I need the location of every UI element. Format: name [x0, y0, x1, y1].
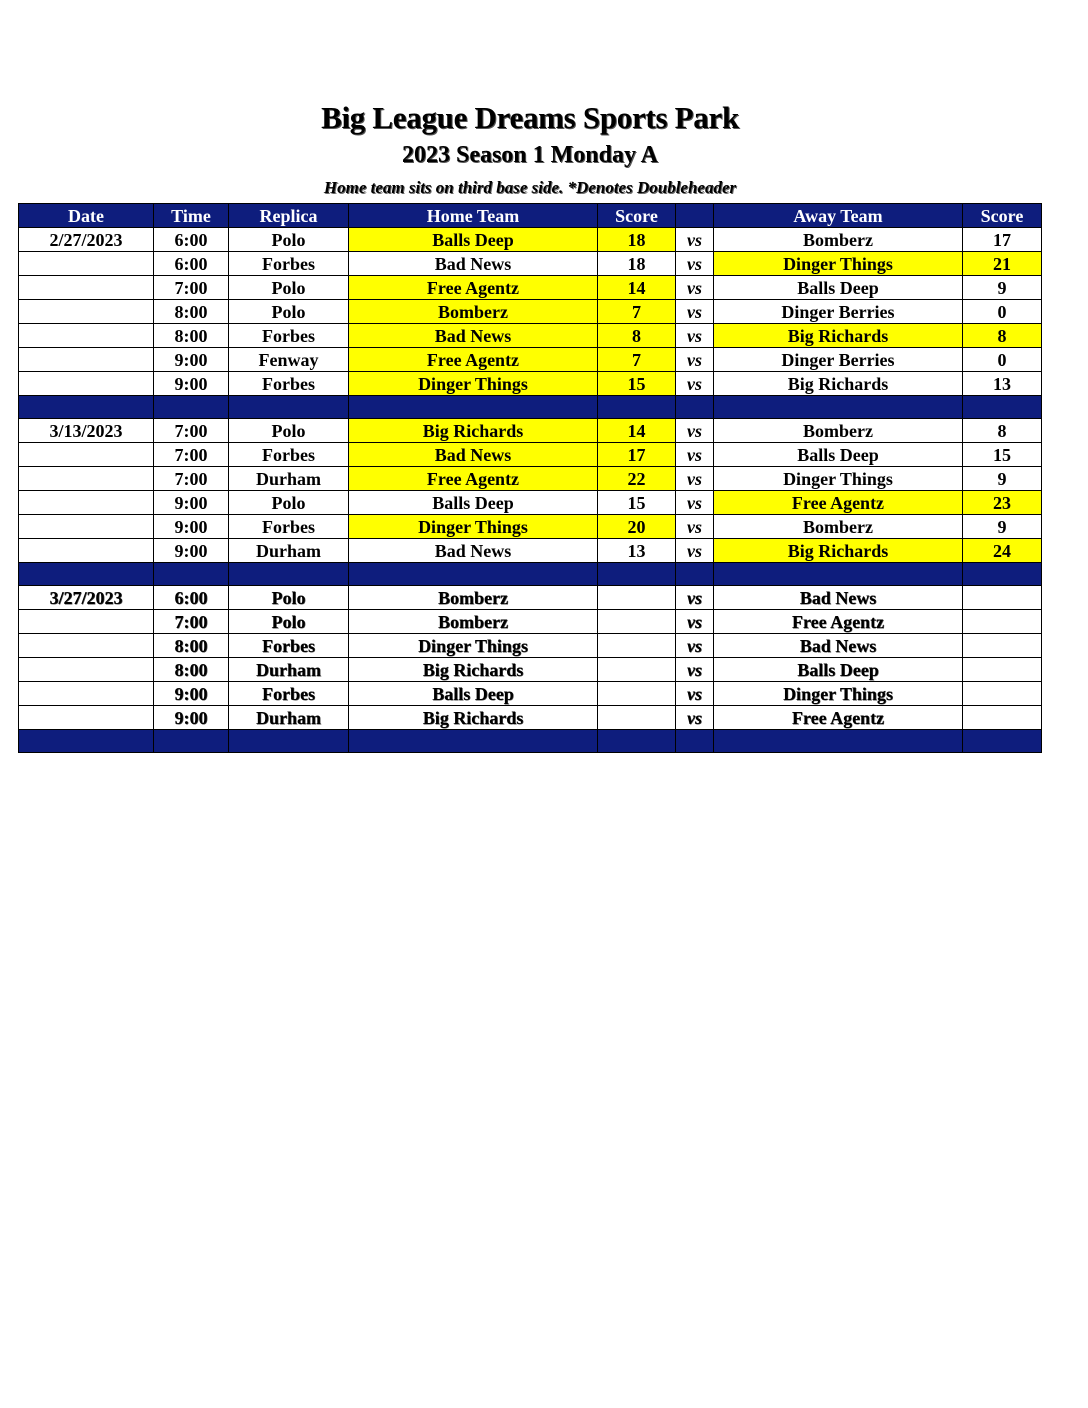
vs-cell: vs [676, 682, 714, 706]
home-score-cell: 15 [598, 372, 676, 396]
vs-cell: vs [676, 372, 714, 396]
column-header-vs [676, 204, 714, 228]
home-score-cell [598, 682, 676, 706]
replica-cell: Fenway [229, 348, 349, 372]
vs-cell: vs [676, 300, 714, 324]
separator-cell [598, 396, 676, 419]
home-team-cell: Balls Deep [349, 682, 598, 706]
separator-cell [349, 730, 598, 753]
table-row [19, 539, 1042, 563]
home-team-cell: Bad News [349, 539, 598, 563]
away-team-cell: Dinger Berries [714, 300, 963, 324]
replica-cell: Polo [229, 491, 349, 515]
time-cell: 9:00 [154, 348, 229, 372]
time-cell: 7:00 [154, 443, 229, 467]
home-team-cell: Big Richards [349, 706, 598, 730]
replica-cell: Polo [229, 586, 349, 610]
away-team-cell: Bomberz [714, 228, 963, 252]
away-score-cell: 9 [963, 515, 1042, 539]
date-cell [19, 539, 154, 563]
away-team-cell: Dinger Things [714, 252, 963, 276]
home-team-cell: Bomberz [349, 610, 598, 634]
vs-cell: vs [676, 443, 714, 467]
home-score-cell: 20 [598, 515, 676, 539]
separator-cell [154, 396, 229, 419]
page-subtitle: 2023 Season 1 Monday A [401, 142, 659, 168]
replica-cell: Forbes [229, 515, 349, 539]
home-score-cell: 7 [598, 300, 676, 324]
time-cell: 8:00 [154, 324, 229, 348]
separator-cell [676, 563, 714, 586]
home-team-cell: Big Richards [349, 658, 598, 682]
vs-cell: vs [676, 276, 714, 300]
home-score-cell [598, 634, 676, 658]
table-row [19, 252, 1042, 276]
vs-cell: vs [676, 348, 714, 372]
time-cell: 8:00 [154, 658, 229, 682]
replica-cell: Polo [229, 419, 349, 443]
away-team-cell: Bomberz [714, 419, 963, 443]
away-score-cell: 13 [963, 372, 1042, 396]
date-cell [19, 324, 154, 348]
separator-cell [19, 730, 154, 753]
away-score-cell [963, 586, 1042, 610]
separator-cell [598, 730, 676, 753]
separator-cell [19, 396, 154, 419]
replica-cell: Forbes [229, 634, 349, 658]
date-cell [19, 252, 154, 276]
away-score-cell [963, 706, 1042, 730]
home-team-cell: Dinger Things [349, 515, 598, 539]
vs-cell: vs [676, 610, 714, 634]
away-score-cell: 21 [963, 252, 1042, 276]
vs-cell: vs [676, 539, 714, 563]
time-cell: 6:00 [154, 586, 229, 610]
table-row [19, 634, 1042, 658]
time-cell: 9:00 [154, 539, 229, 563]
vs-cell: vs [676, 228, 714, 252]
time-cell: 9:00 [154, 515, 229, 539]
away-score-cell: 24 [963, 539, 1042, 563]
away-score-cell: 0 [963, 300, 1042, 324]
away-score-cell [963, 634, 1042, 658]
home-team-cell: Dinger Things [349, 634, 598, 658]
vs-cell: vs [676, 515, 714, 539]
time-cell: 8:00 [154, 300, 229, 324]
table-row [19, 586, 1042, 610]
replica-cell: Forbes [229, 372, 349, 396]
home-team-cell: Big Richards [349, 419, 598, 443]
away-team-cell: Free Agentz [714, 610, 963, 634]
home-team-cell: Free Agentz [349, 276, 598, 300]
home-team-cell: Free Agentz [349, 348, 598, 372]
home-score-cell: 13 [598, 539, 676, 563]
schedule-note: Home team sits on third base side. *Denotes Doubleheader [323, 178, 737, 197]
home-score-cell: 18 [598, 252, 676, 276]
away-team-cell: Free Agentz [714, 706, 963, 730]
page-title: Big League Dreams Sports Park [321, 100, 739, 135]
away-team-cell: Dinger Things [714, 467, 963, 491]
away-score-cell: 23 [963, 491, 1042, 515]
away-team-cell: Balls Deep [714, 658, 963, 682]
table-row [19, 228, 1042, 252]
table-row [19, 491, 1042, 515]
replica-cell: Polo [229, 300, 349, 324]
away-team-cell: Bomberz [714, 515, 963, 539]
separator-cell [154, 563, 229, 586]
home-score-cell: 15 [598, 491, 676, 515]
replica-cell: Polo [229, 228, 349, 252]
away-team-cell: Balls Deep [714, 276, 963, 300]
replica-cell: Forbes [229, 682, 349, 706]
away-score-cell [963, 658, 1042, 682]
vs-cell: vs [676, 467, 714, 491]
week-separator-row [19, 563, 1042, 586]
home-score-cell: 8 [598, 324, 676, 348]
table-row [19, 467, 1042, 491]
home-team-cell: Bad News [349, 252, 598, 276]
separator-cell [598, 563, 676, 586]
replica-cell: Durham [229, 539, 349, 563]
away-team-cell: Free Agentz [714, 491, 963, 515]
column-header-home-team: Home Team [349, 204, 598, 228]
away-score-cell: 8 [963, 324, 1042, 348]
date-cell [19, 610, 154, 634]
column-header-time: Time [154, 204, 229, 228]
time-cell: 7:00 [154, 610, 229, 634]
away-team-cell: Dinger Berries [714, 348, 963, 372]
home-score-cell [598, 706, 676, 730]
time-cell: 6:00 [154, 252, 229, 276]
replica-cell: Forbes [229, 324, 349, 348]
away-score-cell: 0 [963, 348, 1042, 372]
time-cell: 6:00 [154, 228, 229, 252]
separator-cell [349, 563, 598, 586]
column-header-away-team: Away Team [714, 204, 963, 228]
date-cell [19, 467, 154, 491]
home-score-cell [598, 658, 676, 682]
date-cell [19, 276, 154, 300]
replica-cell: Durham [229, 706, 349, 730]
separator-cell [963, 563, 1042, 586]
home-team-cell: Bad News [349, 324, 598, 348]
column-header-replica: Replica [229, 204, 349, 228]
home-score-cell: 18 [598, 228, 676, 252]
separator-cell [154, 730, 229, 753]
home-team-cell: Dinger Things [349, 372, 598, 396]
time-cell: 7:00 [154, 419, 229, 443]
time-cell: 9:00 [154, 372, 229, 396]
date-cell [19, 372, 154, 396]
home-score-cell: 22 [598, 467, 676, 491]
home-score-cell [598, 586, 676, 610]
separator-cell [714, 730, 963, 753]
week-separator-row [19, 396, 1042, 419]
away-team-cell: Big Richards [714, 539, 963, 563]
vs-cell: vs [676, 634, 714, 658]
separator-cell [714, 396, 963, 419]
schedule-body [19, 228, 1042, 753]
away-score-cell [963, 610, 1042, 634]
table-row [19, 658, 1042, 682]
vs-cell: vs [676, 586, 714, 610]
home-team-cell: Bomberz [349, 586, 598, 610]
table-row [19, 515, 1042, 539]
vs-cell: vs [676, 252, 714, 276]
replica-cell: Durham [229, 658, 349, 682]
away-team-cell: Bad News [714, 586, 963, 610]
date-cell [19, 682, 154, 706]
replica-cell: Forbes [229, 443, 349, 467]
separator-cell [963, 396, 1042, 419]
column-header-home-score: Score [598, 204, 676, 228]
away-team-cell: Balls Deep [714, 443, 963, 467]
separator-cell [229, 730, 349, 753]
date-cell: 3/27/2023 [19, 586, 154, 610]
week-separator-row [19, 730, 1042, 753]
separator-cell [229, 563, 349, 586]
header-row [19, 204, 1042, 228]
home-team-cell: Balls Deep [349, 228, 598, 252]
time-cell: 9:00 [154, 682, 229, 706]
table-row [19, 372, 1042, 396]
separator-cell [349, 396, 598, 419]
vs-cell: vs [676, 658, 714, 682]
vs-cell: vs [676, 419, 714, 443]
home-team-cell: Bomberz [349, 300, 598, 324]
separator-cell [229, 396, 349, 419]
away-score-cell: 15 [963, 443, 1042, 467]
separator-cell [19, 563, 154, 586]
table-row [19, 276, 1042, 300]
date-cell [19, 300, 154, 324]
table-row [19, 443, 1042, 467]
home-score-cell: 14 [598, 276, 676, 300]
table-row [19, 324, 1042, 348]
table-row [19, 682, 1042, 706]
table-row [19, 348, 1042, 372]
table-row [19, 300, 1042, 324]
home-team-cell: Balls Deep [349, 491, 598, 515]
date-cell [19, 515, 154, 539]
date-cell [19, 658, 154, 682]
replica-cell: Polo [229, 276, 349, 300]
replica-cell: Polo [229, 610, 349, 634]
table-row [19, 706, 1042, 730]
away-team-cell: Big Richards [714, 372, 963, 396]
separator-cell [963, 730, 1042, 753]
home-score-cell: 17 [598, 443, 676, 467]
home-score-cell [598, 610, 676, 634]
home-team-cell: Bad News [349, 443, 598, 467]
table-row [19, 419, 1042, 443]
date-cell: 3/13/2023 [19, 419, 154, 443]
date-cell [19, 348, 154, 372]
time-cell: 8:00 [154, 634, 229, 658]
home-score-cell: 14 [598, 419, 676, 443]
separator-cell [676, 730, 714, 753]
vs-cell: vs [676, 324, 714, 348]
date-cell [19, 491, 154, 515]
table-row [19, 610, 1042, 634]
separator-cell [676, 396, 714, 419]
away-team-cell: Dinger Things [714, 682, 963, 706]
vs-cell: vs [676, 491, 714, 515]
home-score-cell: 7 [598, 348, 676, 372]
date-cell [19, 443, 154, 467]
away-score-cell: 8 [963, 419, 1042, 443]
time-cell: 9:00 [154, 491, 229, 515]
time-cell: 9:00 [154, 706, 229, 730]
away-team-cell: Bad News [714, 634, 963, 658]
schedule-table [18, 203, 1042, 753]
home-team-cell: Free Agentz [349, 467, 598, 491]
away-score-cell: 17 [963, 228, 1042, 252]
replica-cell: Durham [229, 467, 349, 491]
away-team-cell: Big Richards [714, 324, 963, 348]
date-cell [19, 706, 154, 730]
vs-cell: vs [676, 706, 714, 730]
time-cell: 7:00 [154, 467, 229, 491]
away-score-cell: 9 [963, 467, 1042, 491]
replica-cell: Forbes [229, 252, 349, 276]
away-score-cell [963, 682, 1042, 706]
away-score-cell: 9 [963, 276, 1042, 300]
column-header-away-score: Score [963, 204, 1042, 228]
column-header-date: Date [19, 204, 154, 228]
time-cell: 7:00 [154, 276, 229, 300]
date-cell [19, 634, 154, 658]
date-cell: 2/27/2023 [19, 228, 154, 252]
separator-cell [714, 563, 963, 586]
